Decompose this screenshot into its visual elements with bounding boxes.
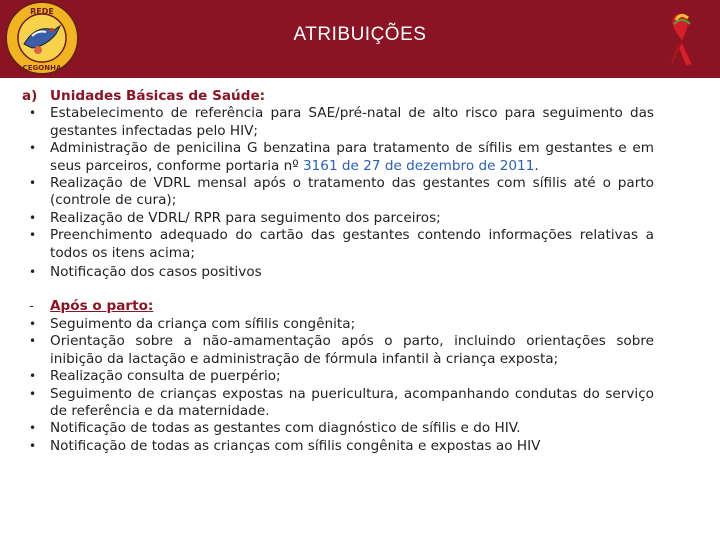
portaria-reference: 3161 de 27 de dezembro de 2011: [303, 157, 535, 174]
list-item: [22, 264, 654, 281]
svg-text:REDE: REDE: [30, 7, 54, 16]
list-item: [22, 333, 654, 368]
page-title: ATRIBUIÇÕES: [293, 24, 427, 45]
list-item: [22, 140, 654, 175]
bullet: •: [29, 210, 37, 225]
list-item-text: Realização de VDRL/ RPR para seguimento dos parceiros;: [50, 209, 441, 226]
list-item-text: Realização de VDRL mensal após o tratamento das gestantes com sífilis até o parto (controle de cura);: [50, 175, 654, 209]
list-item-text: Estabelecimento de referência para SAE/pré-natal de alto risco para seguimento das gestantes infectadas pelo HIV;: [50, 105, 654, 139]
list-item: [22, 105, 654, 140]
list-item-text-part: .: [534, 157, 539, 174]
list-item: [22, 175, 654, 210]
list-item-text: Notificação dos casos positivos: [50, 264, 262, 281]
list-item: [22, 368, 654, 385]
list-item: [22, 316, 654, 333]
list-item-text: Preenchimento adequado do cartão das gestantes contendo informações relativas a todos os itens acima;: [50, 227, 654, 261]
section-b-marker: -: [29, 298, 34, 315]
section-a-marker: a): [22, 88, 38, 104]
content-area: [22, 86, 654, 455]
bullet: •: [29, 386, 37, 401]
list-item: [22, 386, 654, 421]
list-item-text: Orientação sobre a não-amamentação após o parto, incluindo orientações sobre inibição da lactação e administração de fórmula infantil à criança exposta;: [50, 333, 654, 367]
list-item-text-part: Administração de penicilina G benzatina para tratamento de sífilis em gestantes e em seus parceiros, conforme portaria nº: [50, 140, 654, 174]
list-item: [22, 210, 654, 227]
list-item: [22, 227, 654, 262]
section-b-title: Após o parto:: [50, 298, 154, 315]
section-b-list: [22, 316, 654, 455]
section-b-heading: [22, 298, 654, 315]
bullet: •: [29, 228, 37, 243]
list-item: [22, 438, 654, 455]
awareness-ribbon-icon: [658, 8, 704, 66]
bullet: •: [29, 334, 37, 349]
section-a-list: [22, 105, 654, 281]
list-item-text: Realização consulta de puerpério;: [50, 368, 281, 385]
list-item-text: Seguimento de crianças expostas na puericultura, acompanhando condutas do serviço de referência e da maternidade.: [50, 385, 654, 419]
list-item-text: Notificação de todas as gestantes com diagnóstico de sífilis e do HIV.: [50, 420, 521, 437]
bullet: •: [29, 369, 37, 384]
bullet: •: [29, 438, 37, 453]
bullet: •: [29, 106, 37, 121]
bullet: •: [29, 316, 37, 331]
list-item: [22, 420, 654, 437]
svg-text:CEGONHA: CEGONHA: [22, 64, 62, 72]
list-item-text: Seguimento da criança com sífilis congênita;: [50, 315, 356, 332]
section-a-heading: [22, 88, 654, 105]
header-bar: [0, 0, 720, 78]
bullet: •: [29, 141, 37, 156]
bullet: •: [29, 265, 37, 280]
section-a-title: Unidades Básicas de Saúde:: [50, 88, 266, 104]
bullet: •: [29, 176, 37, 191]
list-item-text: [50, 140, 654, 175]
list-item-text: Notificação de todas as crianças com sífilis congênita e expostas ao HIV: [50, 437, 541, 454]
bullet: •: [29, 421, 37, 436]
